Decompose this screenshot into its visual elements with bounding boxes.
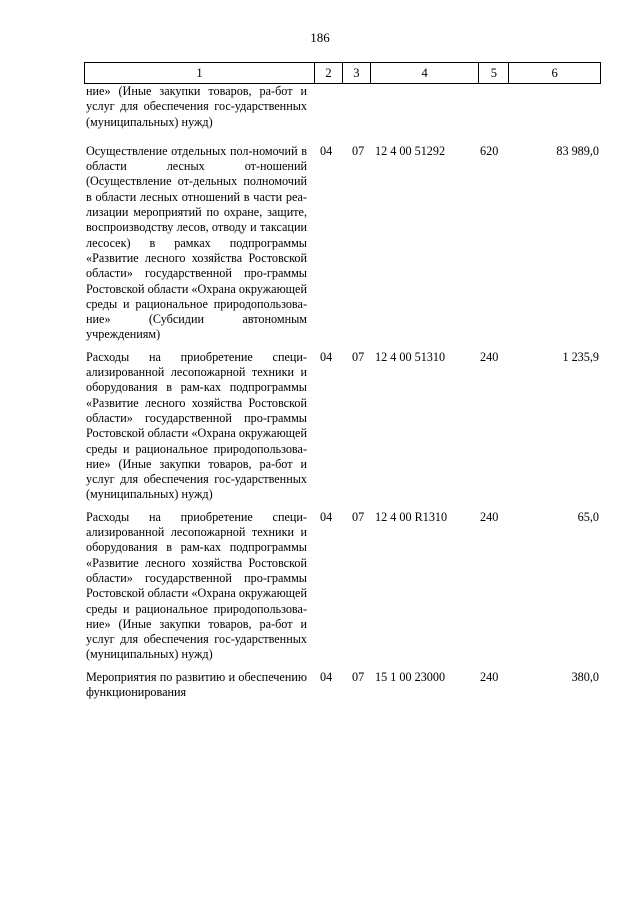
row-expense-type: 240 bbox=[480, 669, 499, 684]
row-target-item: 12 4 00 51310 bbox=[375, 349, 446, 364]
table-row bbox=[86, 144, 601, 343]
row-description: Расходы на приобретение специ-ализированной лесопожарной техники и оборудования в рам-ках подпрограммы «Развитие лесного хозяйства Ростовской области» государственной про-граммы Ростовской области «Охрана окружающей среды и рациональное природопользова-ние» (Иные закупки товаров, ра-бот и услуг для обеспечения гос-ударственных (муниципальных) нужд) bbox=[86, 509, 307, 662]
table-body bbox=[86, 84, 601, 700]
row-target-item: 12 4 00 51292 bbox=[375, 143, 446, 158]
row-amount: 380,0 bbox=[571, 669, 599, 684]
header-col-4: 4 bbox=[370, 63, 479, 83]
row-subsection: 07 bbox=[352, 349, 365, 364]
row-amount: 83 989,0 bbox=[556, 143, 599, 158]
row-section: 04 bbox=[320, 349, 333, 364]
table-header bbox=[84, 62, 601, 84]
row-amount: 1 235,9 bbox=[562, 349, 599, 364]
table-row bbox=[86, 350, 601, 503]
row-subsection: 07 bbox=[352, 143, 365, 158]
table-row bbox=[86, 84, 601, 130]
row-expense-type: 240 bbox=[480, 509, 499, 524]
header-col-3: 3 bbox=[342, 63, 370, 83]
row-section: 04 bbox=[320, 669, 333, 684]
table-row bbox=[86, 510, 601, 663]
row-description: ние» (Иные закупки товаров, ра-бот и услуг для обеспечения гос-ударственных (муниципальных) нужд) bbox=[86, 84, 307, 129]
row-description: Мероприятия по развитию и обеспечению функционирования bbox=[86, 669, 307, 699]
header-col-2: 2 bbox=[314, 63, 342, 83]
row-target-item: 12 4 00 R1310 bbox=[375, 509, 448, 524]
row-description: Осуществление отдельных пол-номочий в области лесных от-ношений (Осуществление от-дельных полномочий в области лесных отношений в части реа-лизации мероприятий по охране, защите, воспроизводству лесов, отводу и таксации лесосек) в рамках подпрограммы «Развитие лесного хозяйства Ростовской области» государственной про-граммы Ростовской области «Охрана окружающей среды и рациональное природопользова-ние» (Субсидии автономным учреждениям) bbox=[86, 143, 307, 342]
row-description: Расходы на приобретение специ-ализированной лесопожарной техники и оборудования в рам-ках подпрограммы «Развитие лесного хозяйства Ростовской области» государственной про-граммы Ростовской области «Охрана окружающей среды и рациональное природопользова-ние» (Иные закупки товаров, ра-бот и услуг для обеспечения гос-ударственных (муниципальных) нужд) bbox=[86, 349, 307, 502]
row-expense-type: 620 bbox=[480, 143, 499, 158]
row-target-item: 15 1 00 23000 bbox=[375, 669, 446, 684]
page-number: 186 bbox=[310, 30, 330, 45]
header-col-5: 5 bbox=[478, 63, 508, 83]
row-section: 04 bbox=[320, 143, 333, 158]
row-subsection: 07 bbox=[352, 669, 365, 684]
table-row bbox=[86, 670, 601, 701]
row-section: 04 bbox=[320, 509, 333, 524]
header-col-1: 1 bbox=[196, 66, 203, 80]
row-expense-type: 240 bbox=[480, 349, 499, 364]
row-subsection: 07 bbox=[352, 509, 365, 524]
row-amount: 65,0 bbox=[577, 509, 599, 524]
header-col-6: 6 bbox=[508, 63, 600, 83]
